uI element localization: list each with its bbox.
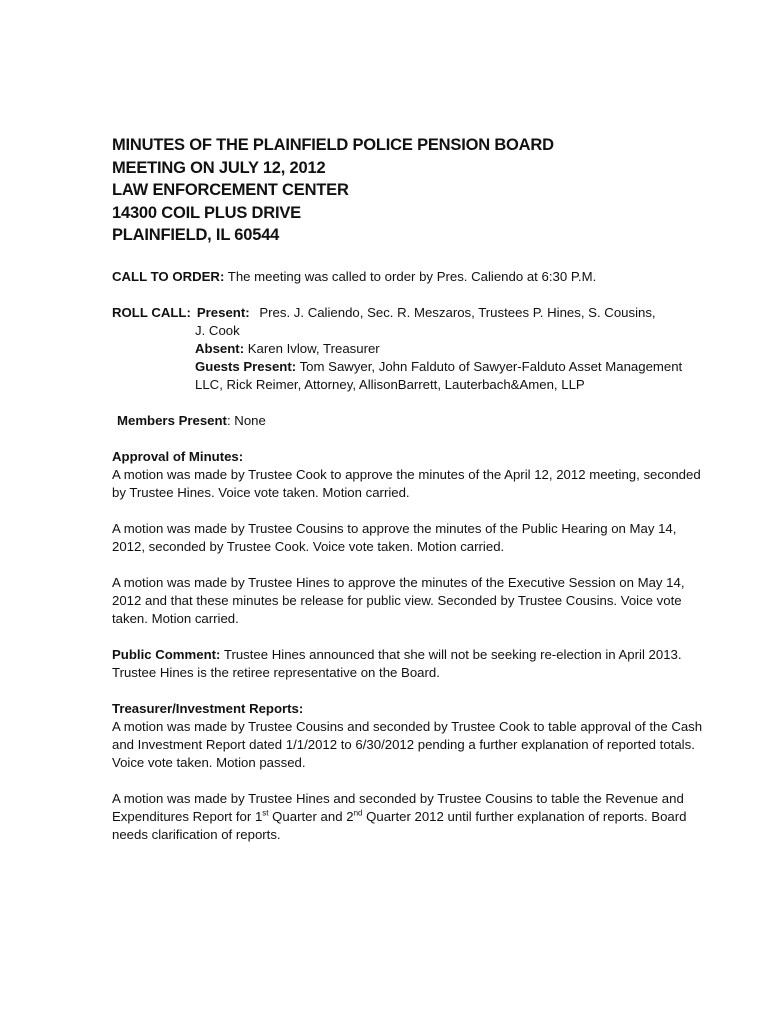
call-to-order-text: The meeting was called to order by Pres. Caliendo at 6:30 P.M. xyxy=(227,269,597,284)
guests-text: Tom Sawyer, John Falduto of Sawyer-Falduto Asset Management LLC, Rick Reimer, Attorney, AllisonBarrett, Lauterbach&Amen, LLP xyxy=(195,359,683,392)
approval-section xyxy=(112,448,712,628)
treasurer-text: A motion was made by Trustee Hines and seconded by Trustee Cousins to table the Revenue and Expenditures Report for 1 xyxy=(112,791,684,824)
document-body xyxy=(112,268,712,844)
absent-label: Absent: xyxy=(195,341,245,356)
ordinal-suffix: st xyxy=(262,808,269,818)
approval-paragraph: A motion was made by Trustee Hines to approve the minutes of the Executive Session on May 14, 2012 and that these minutes be release for public view. Seconded by Trustee Cousins. Voice vote taken. Motion carried. xyxy=(112,575,685,626)
members-present-line xyxy=(112,412,712,430)
title-line: MEETING ON JULY 12, 2012 xyxy=(112,158,326,177)
treasurer-section xyxy=(112,700,712,844)
treasurer-text: Quarter 2012 until further explanation of reports. Board needs clarification of reports. xyxy=(112,809,687,842)
approval-paragraph: A motion was made by Trustee Cousins to approve the minutes of the Public Hearing on May 14, 2012, seconded by Trustee Cook. Voice vote taken. Motion carried. xyxy=(112,521,677,554)
title-line: PLAINFIELD, IL 60544 xyxy=(112,226,280,244)
absent-text: Karen Ivlow, Treasurer xyxy=(247,341,380,356)
absent-line xyxy=(112,340,712,358)
present-label: Present: xyxy=(196,305,250,320)
roll-call-section xyxy=(112,304,712,394)
public-comment-label: Public Comment: xyxy=(112,647,221,662)
guests-line xyxy=(112,358,712,394)
treasurer-paragraph xyxy=(112,790,712,844)
call-to-order-section xyxy=(112,268,712,286)
members-present-colon: : xyxy=(226,413,231,428)
present-continued: J. Cook xyxy=(195,323,240,338)
roll-call-label: ROLL CALL: xyxy=(112,305,191,320)
present-text: Pres. J. Caliendo, Sec. R. Meszaros, Trustees P. Hines, S. Cousins, xyxy=(259,305,656,320)
ordinal-suffix: nd xyxy=(353,808,363,818)
public-comment-section xyxy=(112,646,712,682)
members-present-label: Members Present xyxy=(117,413,227,428)
title-line: LAW ENFORCEMENT CENTER xyxy=(112,181,349,199)
treasurer-heading: Treasurer/Investment Reports: xyxy=(112,701,304,716)
approval-paragraph: A motion was made by Trustee Cook to approve the minutes of the April 12, 2012 meeting, seconded by Trustee Hines. Voice vote taken. Motion carried. xyxy=(112,467,701,500)
treasurer-text: Quarter and 2 xyxy=(268,809,354,824)
guests-label: Guests Present: xyxy=(195,359,297,374)
public-comment-text: Trustee Hines announced that she will not be seeking re-election in April 2013. Trustee Hines is the retiree representative on the Board. xyxy=(112,647,682,680)
members-present-text: None xyxy=(234,413,266,428)
approval-heading: Approval of Minutes: xyxy=(112,449,244,464)
call-to-order-label: CALL TO ORDER: xyxy=(112,269,225,284)
title-line: MINUTES OF THE PLAINFIELD POLICE PENSION BOARD xyxy=(112,136,554,154)
title-line: 14300 COIL PLUS DRIVE xyxy=(112,203,301,222)
treasurer-paragraph: A motion was made by Trustee Cousins and seconded by Trustee Cook to table approval of the Cash and Investment Report dated 1/1/2012 to 6/30/2012 pending a further explanation of reported totals. Voice vote taken. Motion passed. xyxy=(112,719,703,770)
document-title xyxy=(112,134,732,247)
